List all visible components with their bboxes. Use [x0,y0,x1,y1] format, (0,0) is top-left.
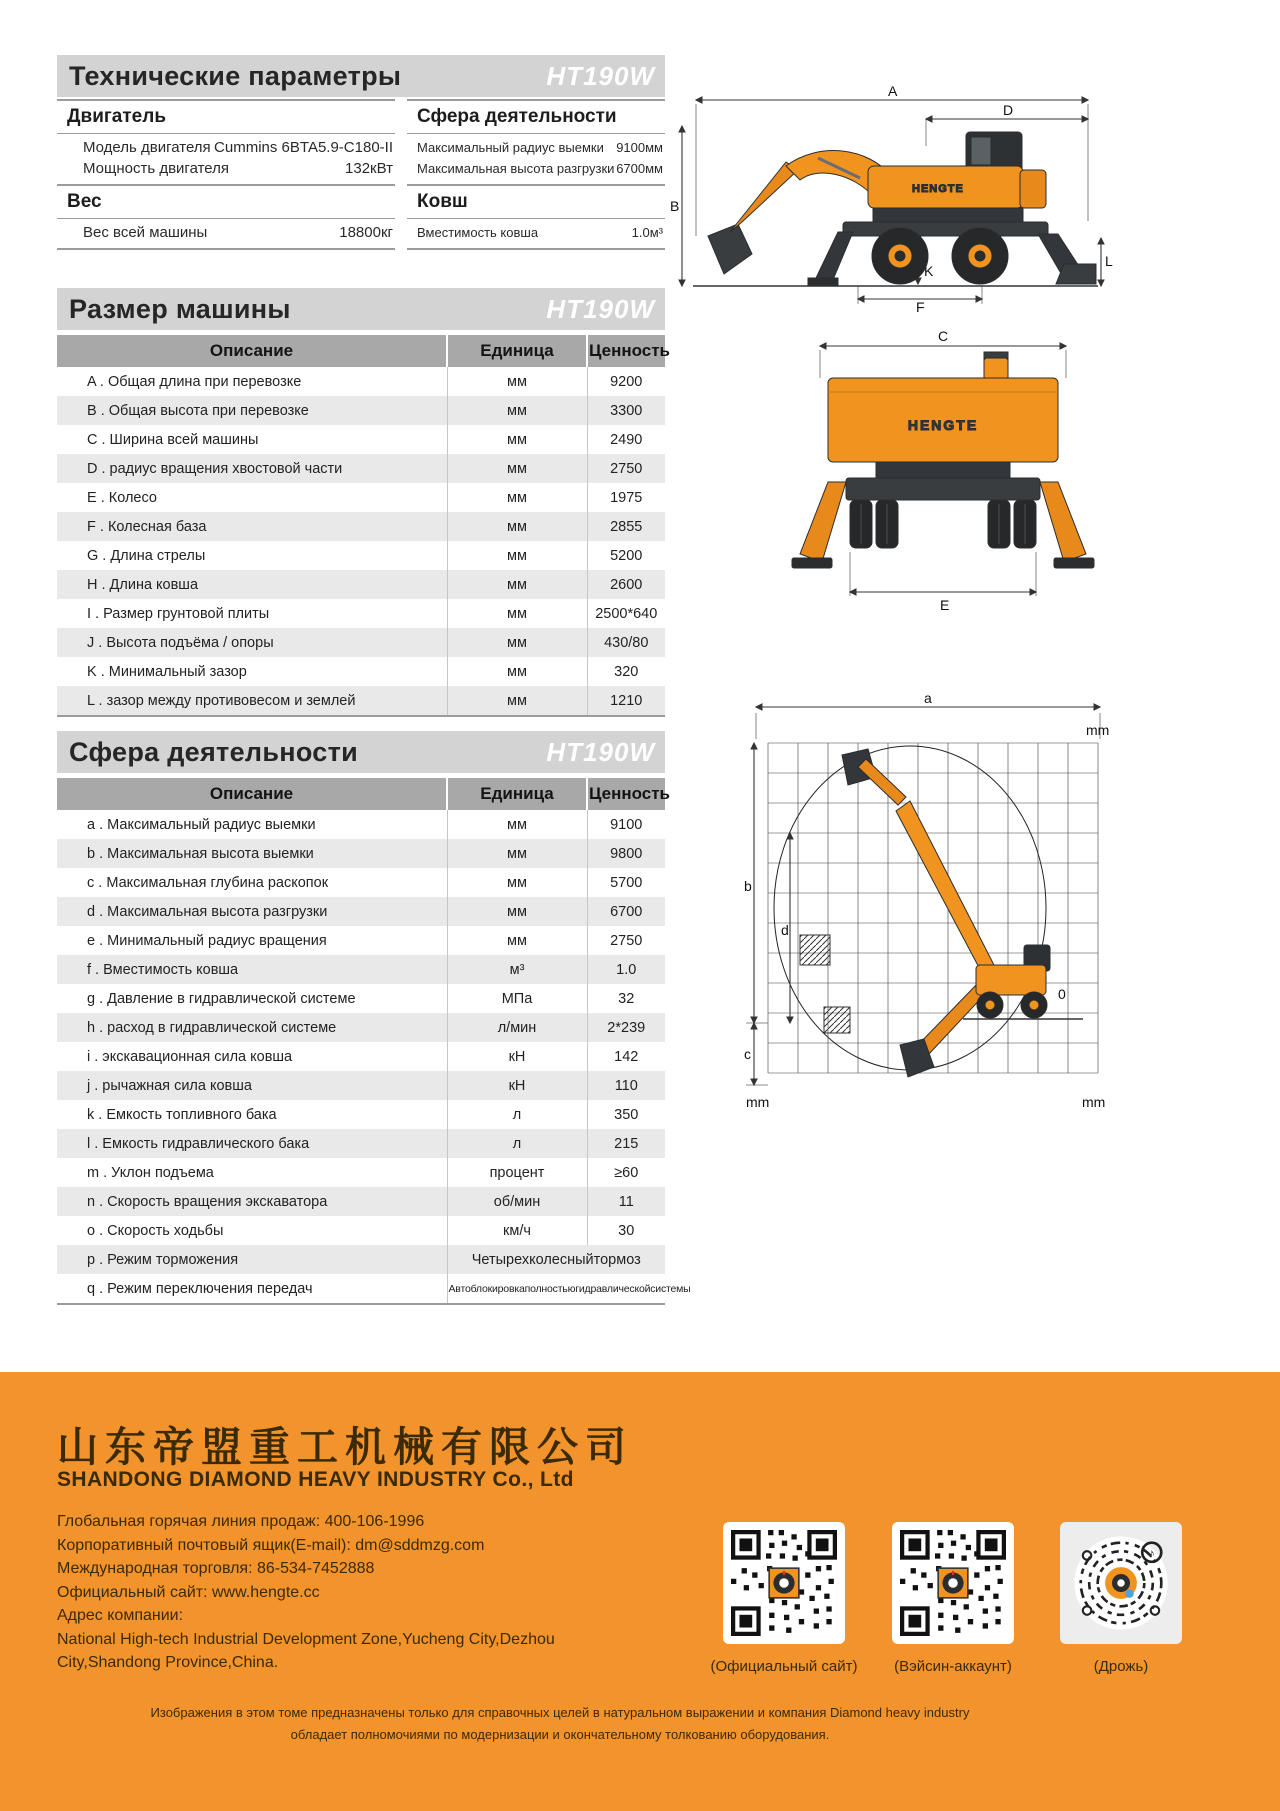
row-unit: л/мин [447,1013,587,1042]
scope-block [407,99,665,184]
row-description: f . Вместимость ковша [57,955,447,984]
contact-line: City,Shandong Province,China. [57,1654,279,1671]
row-description: e . Минимальный радиус вращения [57,926,447,955]
row-unit: мм [447,454,587,483]
engine-model-row: Модель двигателя Cummins 6BTA5.9-C180-II [83,139,393,156]
tech-params-title: Технические параметры [69,60,402,91]
row-value: 2500*640 [587,599,665,628]
row-unit: мм [447,541,587,570]
col-description: Описание [57,778,447,810]
row-unit: кН [447,1071,587,1100]
table-row [57,657,665,686]
row-description: d . Максимальная высота разгрузки [57,897,447,926]
bucket-block [407,184,665,250]
col-unit: Единица [447,778,587,810]
svg-text:mm: mm [1086,722,1110,738]
row-description: C . Ширина всей машины [57,425,447,454]
row-value: 1.0 [587,955,665,984]
row-unit: мм [447,483,587,512]
row-value: 9200 [587,367,665,396]
svg-text:E: E [940,597,950,613]
working-range-table [57,778,691,1305]
row-value: 1975 [587,483,665,512]
qr-wechat-pattern [900,1530,1006,1636]
row-value: 2490 [587,425,665,454]
scope-title: Сфера деятельности [407,101,665,134]
max-dump-height-row: Максимальная высота разгрузки 6700мм [417,161,663,176]
qr-code-douyin [1060,1522,1182,1644]
svg-text:b: b [744,878,752,894]
row-value: 9100 [587,810,665,839]
table-row [57,955,665,984]
table-row [57,868,665,897]
row-description: m . Уклон подъема [57,1158,447,1187]
row-value: 3300 [587,396,665,425]
row-description: a . Максимальный радиус выемки [57,810,447,839]
row-unit: м³ [447,955,587,984]
row-value: 2*239 [587,1013,665,1042]
row-description: n . Скорость вращения экскаватора [57,1187,447,1216]
working-range-header-bar [57,731,665,773]
row-description: c . Максимальная глубина раскопок [57,868,447,897]
row-value: 2750 [587,926,665,955]
weight-title: Вес [57,186,395,219]
row-unit: Автоблокировкаполностьюгидравлическойсистемы [447,1274,665,1304]
row-description: b . Максимальная высота выемки [57,839,447,868]
row-unit: мм [447,396,587,425]
machine-size-title: Размер машины [69,293,291,324]
svg-text:K: K [924,263,934,279]
engine-power-row: Мощность двигателя 132кВт [83,160,393,177]
working-range-diagram [738,693,1120,1120]
table-row [57,1245,665,1274]
table-header-row [57,335,665,367]
row-unit: км/ч [447,1216,587,1245]
svg-text:d: d [781,922,789,938]
svg-text:mm: mm [746,1094,770,1110]
contact-line: Адрес компании: [57,1607,184,1624]
table-row [57,367,665,396]
row-value: ≥60 [587,1158,665,1187]
row-unit: мм [447,367,587,396]
table-row [57,897,665,926]
row-unit: мм [447,839,587,868]
svg-text:F: F [916,299,925,313]
bucket-capacity-row: Вместимость ковша 1.0м³ [417,225,663,240]
row-unit: мм [447,868,587,897]
row-description: o . Скорость ходьбы [57,1216,447,1245]
row-value: 2750 [587,454,665,483]
table-row [57,1013,665,1042]
disclaimer [0,1702,1120,1746]
engine-title: Двигатель [57,101,395,134]
row-unit: мм [447,628,587,657]
contact-line: National High-tech Industrial Development Zone,Yucheng City,Dezhou [57,1630,555,1648]
music-note-icon: ♪ [1148,1545,1155,1561]
table-row [57,425,665,454]
row-unit: мм [447,657,587,686]
row-value: 142 [587,1042,665,1071]
row-description: L . зазор между противовесом и землей [57,686,447,716]
row-unit: кН [447,1042,587,1071]
row-unit: л [447,1100,587,1129]
qr-douyin-pattern [1068,1530,1174,1636]
row-description: l . Емкость гидравлического бака [57,1129,447,1158]
row-description: h . расход в гидравлической системе [57,1013,447,1042]
disclaimer-line-2: обладает полномочиями по модернизации и окончательному толкованию оборудования. [290,1727,830,1742]
table-row [57,599,665,628]
row-description: j . рычажная сила ковша [57,1071,447,1100]
row-unit: мм [447,425,587,454]
row-value: 2855 [587,512,665,541]
table-row [57,512,665,541]
row-value: 5700 [587,868,665,897]
row-unit: МПа [447,984,587,1013]
table-row [57,984,665,1013]
row-description: k . Емкость топливного бака [57,1100,447,1129]
qr-code-website [723,1522,845,1644]
model-badge: HT190W [546,736,655,767]
table-row [57,1216,665,1245]
svg-text:a: a [924,693,932,706]
table-row [57,1158,665,1187]
contact-line: Международная торговля: 86-534-7452888 [57,1560,375,1577]
table-row [57,396,665,425]
engine-block [57,99,395,184]
row-unit: мм [447,810,587,839]
row-value: 6700 [587,897,665,926]
row-value: 30 [587,1216,665,1245]
table-row [57,1071,665,1100]
model-badge: HT190W [546,293,655,324]
col-value: Ценность [587,335,665,367]
row-value: 11 [587,1187,665,1216]
row-value: 1210 [587,686,665,716]
table-row [57,1042,665,1071]
row-value: 320 [587,657,665,686]
machine-size-table [57,335,671,717]
table-row [57,628,665,657]
row-description: J . Высота подъёма / опоры [57,628,447,657]
svg-text:C: C [938,330,949,344]
row-unit: мм [447,897,587,926]
working-range-title: Сфера деятельности [69,736,359,767]
svg-text:B: B [670,198,680,214]
svg-text:D: D [1003,102,1014,118]
row-description: E . Колесо [57,483,447,512]
row-unit: Четырехколесныйтормоз [447,1245,665,1274]
weight-block [57,184,395,250]
svg-text:A: A [888,86,898,99]
row-description: D . радиус вращения хвостовой части [57,454,447,483]
svg-text:HENGTE: HENGTE [912,183,964,195]
rear-view-dimension-diagram [788,330,1100,627]
table-row [57,570,665,599]
row-description: G . Длина стрелы [57,541,447,570]
qr-website-pattern [731,1530,837,1636]
row-description: q . Режим переключения передач [57,1274,447,1304]
max-dig-radius-row: Максимальный радиус выемки 9100мм [417,140,663,155]
table-row [57,1187,665,1216]
contact-line: Глобальная горячая линия продаж: 400-106-1996 [57,1513,425,1530]
svg-text:mm: mm [1082,1094,1106,1110]
machine-weight-row: Вес всей машины 18800кг [83,224,393,241]
row-description: g . Давление в гидравлической системе [57,984,447,1013]
row-unit: процент [447,1158,587,1187]
company-name-english: SHANDONG DIAMOND HEAVY INDUSTRY Co., Ltd [57,1468,574,1491]
row-value: 430/80 [587,628,665,657]
svg-text:HENGTE: HENGTE [907,417,979,433]
row-description: I . Размер грунтовой плиты [57,599,447,628]
bucket-title: Ковш [407,186,665,219]
svg-text:c: c [744,1046,751,1062]
table-row [57,483,665,512]
table-row [57,1129,665,1158]
qr-caption-douyin: (Дрожь) [1093,1658,1149,1675]
row-description: A . Общая длина при перевозке [57,367,447,396]
row-description: p . Режим торможения [57,1245,447,1274]
col-value: Ценность [587,778,665,810]
row-description: K . Минимальный зазор [57,657,447,686]
row-unit: мм [447,926,587,955]
row-unit: л [447,1129,587,1158]
disclaimer-line-1: Изображения в этом томе предназначены только для справочных целей в натуральном выражении и компания Diamond heavy industry [150,1705,970,1720]
qr-code-wechat [892,1522,1014,1644]
row-unit: мм [447,686,587,716]
contact-line: Корпоративный почтовый ящик(E-mail): dm@sddmzg.com [57,1536,485,1554]
table-row [57,839,665,868]
svg-text:0: 0 [1058,986,1066,1002]
row-description: i . экскавационная сила ковша [57,1042,447,1071]
table-row [57,1274,665,1304]
row-value: 9800 [587,839,665,868]
side-view-dimension-diagram [668,86,1115,313]
row-value: 2600 [587,570,665,599]
row-description: F . Колесная база [57,512,447,541]
tech-params-content [57,99,665,250]
company-name-chinese: 山东帝盟重工机械有限公司 [57,1424,633,1470]
row-value: 350 [587,1100,665,1129]
row-description: H . Длина ковша [57,570,447,599]
model-badge: HT190W [546,60,655,91]
contact-info [57,1510,555,1675]
tech-params-header-bar [57,55,665,97]
table-row [57,454,665,483]
row-unit: мм [447,570,587,599]
row-value: 32 [587,984,665,1013]
svg-text:L: L [1105,253,1113,269]
row-unit: мм [447,599,587,628]
machine-size-header-bar [57,288,665,330]
row-unit: мм [447,512,587,541]
table-row [57,686,665,716]
row-unit: об/мин [447,1187,587,1216]
contact-line: Официальный сайт: www.hengte.cc [57,1583,320,1601]
row-value: 110 [587,1071,665,1100]
table-row [57,1100,665,1129]
qr-caption-wechat: (Вэйсин-аккаунт) [894,1658,1012,1675]
col-description: Описание [57,335,447,367]
row-value: 5200 [587,541,665,570]
table-row [57,541,665,570]
row-description: B . Общая высота при перевозке [57,396,447,425]
qr-caption-website: (Официальный сайт) [710,1658,858,1675]
table-header-row [57,778,665,810]
table-row [57,926,665,955]
table-row [57,810,665,839]
col-unit: Единица [447,335,587,367]
row-value: 215 [587,1129,665,1158]
